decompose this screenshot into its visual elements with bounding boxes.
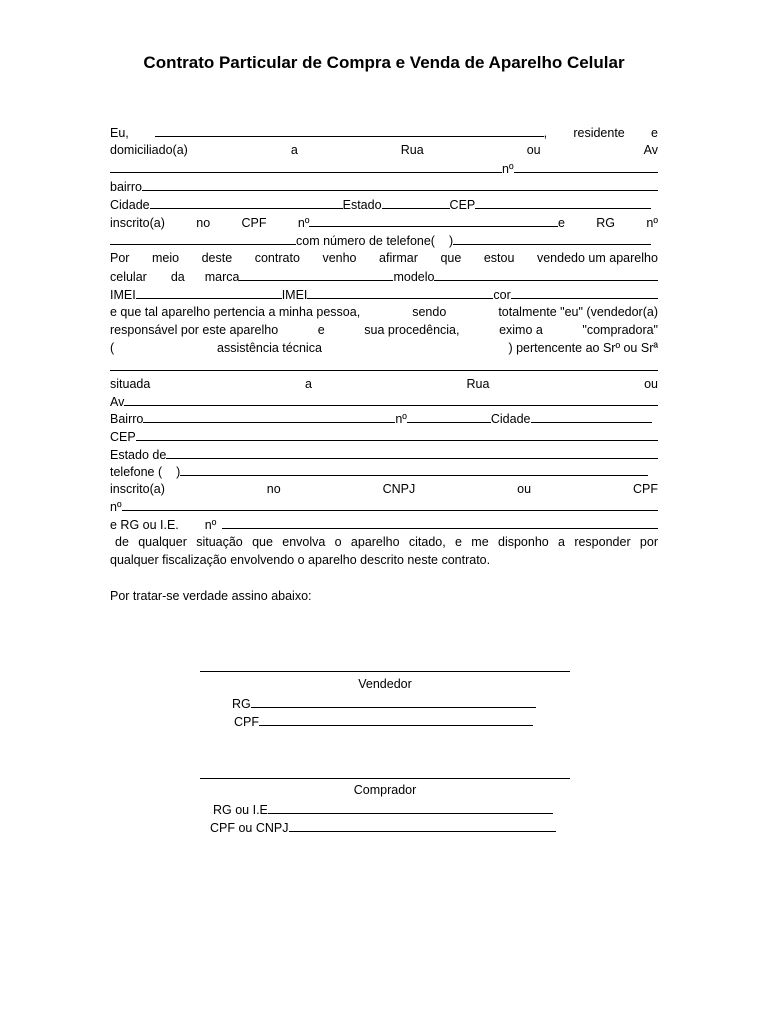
text-paren: ): [176, 465, 181, 479]
text-numero: nº: [395, 412, 407, 426]
text-segment: totalmente "eu" (vendedor(a): [498, 305, 658, 319]
text-paren: ): [448, 234, 454, 248]
contract-line-20: [110, 463, 658, 480]
blank-av: [124, 393, 658, 406]
text-word: vendedo um aparelho: [536, 251, 658, 265]
text-e: e: [557, 216, 565, 230]
text-numero: nº: [502, 162, 514, 176]
text-inscrito: inscrito(a): [110, 482, 165, 496]
seller-cpf-field: [234, 713, 533, 730]
text-cpf: CPF: [241, 216, 267, 230]
blank-cidade: [150, 196, 343, 209]
contract-line-16: [110, 393, 658, 410]
contract-line-10: [110, 286, 658, 303]
text-segment: "compradora": [582, 323, 658, 337]
text-telefone: com número de telefone(: [296, 234, 435, 248]
text-rua: Rua: [400, 143, 424, 157]
text-paren-open: (: [110, 341, 115, 355]
text-av: Av: [643, 143, 658, 157]
contract-line-8: [110, 250, 658, 267]
text-imei: IMEI: [281, 288, 308, 302]
contract-line-5: [110, 196, 658, 213]
contract-line-4: [110, 178, 658, 195]
page-title: Contrato Particular de Compra e Venda de Aparelho Celular: [143, 53, 625, 72]
blank-marca: [239, 268, 393, 281]
text-word: meio: [151, 251, 180, 265]
text-word: venho: [322, 251, 357, 265]
contract-line-2: [110, 142, 658, 159]
text-word: afirmar: [379, 251, 418, 265]
contract-line-19: [110, 446, 658, 463]
buyer-cpf-blank: [289, 819, 556, 832]
text-word: contrato: [254, 251, 300, 265]
contract-line-23: [110, 516, 658, 533]
text-cidade: Cidade: [110, 198, 150, 212]
blank-cpf: [309, 214, 558, 227]
text-numero: nº: [297, 216, 310, 230]
seller-rg-field: [232, 695, 536, 712]
blank-imei-2: [307, 286, 493, 299]
contract-line-25: qualquer fiscalização envolvendo o aparelho descrito neste contrato.: [110, 553, 491, 567]
buyer-signature-line: [200, 778, 570, 779]
contract-line-1: [110, 124, 658, 141]
seller-cpf-blank: [259, 713, 533, 726]
text-bairro: bairro: [110, 180, 142, 194]
contract-line-15: [110, 376, 658, 393]
seller-signature-line: [200, 671, 570, 672]
text-imei: IMEI: [110, 288, 136, 302]
text-residente: residente: [573, 126, 625, 140]
contract-line-24: de qualquer situação que envolva o aparelho citado, e me disponho a responder por: [115, 535, 658, 549]
text-rua: Rua: [466, 377, 490, 391]
text-marca: marca: [204, 270, 240, 284]
text-numero: nº: [646, 216, 658, 230]
contract-line-14: [110, 358, 658, 375]
text-cor: cor: [493, 288, 511, 302]
text-ou: ou: [644, 377, 658, 391]
blank-number: [514, 160, 658, 173]
text-ou: ou: [526, 143, 541, 157]
buyer-rg-label: RG ou I.E: [213, 803, 268, 817]
text-rg: RG: [596, 216, 616, 230]
buyer-rg-blank: [268, 801, 553, 814]
blank-estado: [382, 196, 450, 209]
text-modelo: modelo: [393, 270, 435, 284]
text-rg-ie: e RG ou I.E.: [110, 518, 179, 532]
blank-modelo: [434, 268, 658, 281]
blank-address: [110, 160, 502, 173]
text-segment: e que tal aparelho pertencia a minha pessoa,: [110, 305, 361, 319]
seller-rg-blank: [251, 695, 536, 708]
text-situada: situada: [110, 377, 151, 391]
buyer-rg-field: [213, 801, 553, 818]
text-estado-de: Estado de: [110, 448, 167, 462]
text-numero: nº: [110, 500, 122, 514]
blank-rg-ie: [222, 516, 658, 529]
blank-phone-2: [180, 463, 648, 476]
blank-cep: [475, 196, 651, 209]
text-bairro: Bairro: [110, 412, 144, 426]
blank-cnpj: [122, 498, 658, 511]
text-word: que: [440, 251, 462, 265]
text-assistencia: assistência técnica: [217, 341, 322, 355]
contract-line-7: [110, 232, 658, 249]
contract-line-17: [110, 410, 658, 427]
text-celular: celular: [110, 270, 147, 284]
text-av: Av: [110, 395, 125, 409]
contract-line-12: [110, 322, 658, 339]
text-cep: CEP: [110, 430, 136, 444]
contract-line-18: [110, 428, 658, 445]
contract-line-6: [110, 214, 658, 231]
text-telefone: telefone (: [110, 465, 163, 479]
text-word: estou: [483, 251, 515, 265]
text-no: no: [266, 482, 281, 496]
text-cpf: CPF: [632, 482, 658, 496]
contract-line-21: [110, 481, 658, 498]
blank-phone: [453, 232, 651, 245]
text-estado: Estado: [342, 198, 382, 212]
blank-cor: [511, 286, 658, 299]
contract-line-22: [110, 498, 658, 515]
seller-cpf-label: CPF: [234, 715, 259, 729]
buyer-cpf-field: [210, 819, 556, 836]
text-segment: sendo: [412, 305, 447, 319]
text-eu: Eu,: [110, 126, 129, 140]
blank-bairro-2: [143, 410, 395, 423]
text-numero: nº: [204, 518, 217, 532]
text-pertencente: ) pertencente ao Srº ou Srª: [508, 341, 658, 355]
text-a: a: [290, 143, 298, 157]
blank-bairro: [142, 178, 658, 191]
blank-rg: [110, 232, 296, 245]
text-da: da: [170, 270, 185, 284]
contract-line-13: [110, 340, 658, 357]
text-comma: ,: [543, 126, 548, 140]
text-a: a: [304, 377, 312, 391]
text-segment: responsável por este aparelho: [110, 323, 279, 337]
seller-label: Vendedor: [358, 677, 412, 691]
blank-number-2: [407, 410, 491, 423]
text-segment: e: [317, 323, 325, 337]
text-inscrito: inscrito(a): [110, 216, 165, 230]
text-cidade: Cidade: [490, 412, 531, 426]
seller-rg-label: RG: [232, 697, 251, 711]
blank-name: [155, 124, 544, 137]
blank-cep-2: [136, 428, 658, 441]
blank-cidade-2: [531, 410, 653, 423]
contract-line-9: [110, 268, 658, 285]
text-cnpj: CNPJ: [382, 482, 416, 496]
text-segment: sua procedência,: [364, 323, 460, 337]
blank-owner: [110, 358, 658, 371]
text-cep: CEP: [449, 198, 476, 212]
buyer-cpf-label: CPF ou CNPJ: [210, 821, 289, 835]
text-segment: eximo a: [499, 323, 543, 337]
contract-line-11: [110, 304, 658, 321]
text-domiciliado: domiciliado(a): [110, 143, 188, 157]
text-ou: ou: [517, 482, 532, 496]
buyer-label: Comprador: [353, 783, 417, 797]
text-word: deste: [201, 251, 233, 265]
text-word: Por: [110, 251, 130, 265]
blank-estado-2: [166, 446, 658, 459]
text-e: e: [651, 126, 658, 140]
closing-statement: Por tratar-se verdade assino abaixo:: [110, 589, 312, 603]
contract-line-3: [110, 160, 658, 177]
text-no: no: [196, 216, 211, 230]
blank-imei-1: [136, 286, 282, 299]
